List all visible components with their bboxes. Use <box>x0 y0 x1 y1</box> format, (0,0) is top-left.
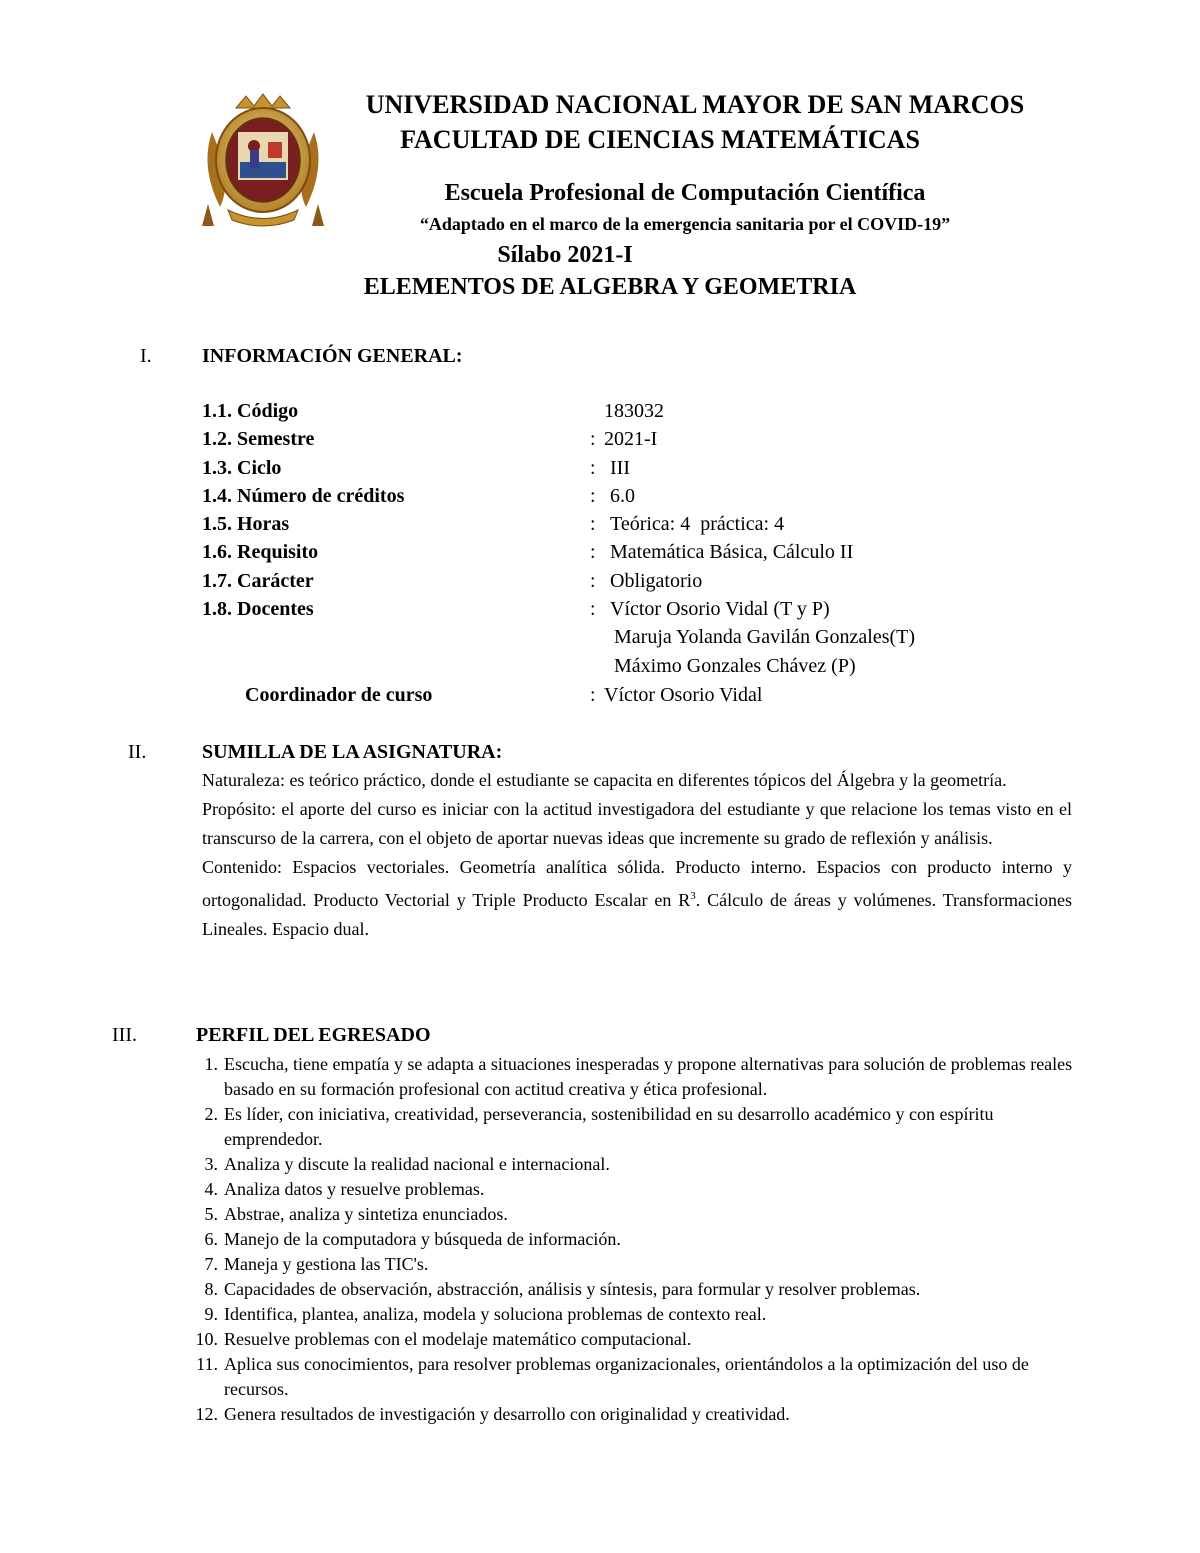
info-label: 1.5. Horas <box>202 513 290 535</box>
summary-content: Contenido: Espacios vectoriales. Geometría analítica sólida. Producto interno. Espacios con producto interno y ortogonalidad. Producto Vectorial y Triple Producto Escalar en $R^3$. Cálculo de áreas y volúmenes. Transformaciones Lineales. Espacio dual. <box>202 857 1073 939</box>
info-colon: : <box>590 598 596 620</box>
list-item: 2. Es líder, con iniciativa, creatividad, perseverancia, sostenibilidad en su desarrollo académico y con espíritu emprendedor. <box>204 1104 994 1149</box>
list-item: 3. Analiza y discute la realidad nacional e internacional. <box>204 1154 610 1174</box>
list-item: 10. Resuelve problemas con el modelaje matemático computacional. <box>195 1329 692 1349</box>
info-colon: : <box>590 513 596 535</box>
list-item: 5. Abstrae, analiza y sintetiza enunciados. <box>204 1204 508 1224</box>
section-2-number: II. <box>128 741 147 763</box>
info-label: 1.3. Ciclo <box>202 457 282 479</box>
info-value-requirement: Matemática Básica, Cálculo II <box>610 541 854 563</box>
coordinator-label: Coordinador de curso <box>245 684 433 706</box>
school-name: Escuela Profesional de Computación Científica <box>444 180 926 206</box>
info-label: 1.6. Requisito <box>202 541 319 563</box>
list-item: 8. Capacidades de observación, abstracción, análisis y síntesis, para formular y resolver problemas. <box>204 1279 921 1299</box>
info-colon: : <box>590 485 596 507</box>
info-value-teacher: Máximo Gonzales Chávez (P) <box>614 655 856 677</box>
list-item: 1. Escucha, tiene empatía y se adapta a situaciones inesperadas y propone alternativas para solución de problemas reales basado en su formación profesional con actitud creativa y ética profesional. <box>204 1054 1073 1099</box>
section-3-title: PERFIL DEL EGRESADO <box>196 1024 431 1046</box>
list-item: 11. Aplica sus conocimientos, para resolver problemas organizacionales, orientándolos a la optimización del uso de recursos. <box>196 1354 1029 1399</box>
info-colon: : <box>590 541 596 563</box>
graduate-profile-list <box>190 1052 1080 1427</box>
info-label: 1.4. Número de créditos <box>202 485 405 507</box>
syllabus-title: Sílabo 2021-I <box>497 242 633 268</box>
section-1-number: I. <box>140 345 152 367</box>
info-value-cycle: III <box>610 457 630 479</box>
list-item: 9. Identifica, plantea, analiza, modela y soluciona problemas de contexto real. <box>204 1304 767 1324</box>
summary-nature: Naturaleza: es teórico práctico, donde el estudiante se capacita en diferentes tópicos del Álgebra y la geometría. <box>202 770 1007 790</box>
list-item: 7. Maneja y gestiona las TIC's. <box>204 1254 429 1274</box>
adapted-note: “Adaptado en el marco de la emergencia sanitaria por el COVID-19” <box>419 214 951 234</box>
info-label: 1.8. Docentes <box>202 598 314 620</box>
university-crest-logo <box>198 92 328 232</box>
info-label: 1.1. Código <box>202 400 299 422</box>
superscript: 3 <box>690 890 696 902</box>
section-2-title: SUMILLA DE LA ASIGNATURA: <box>202 741 503 763</box>
info-value-teacher: Víctor Osorio Vidal (T y P) <box>610 598 830 620</box>
info-value-character: Obligatorio <box>610 570 703 592</box>
university-name: UNIVERSIDAD NACIONAL MAYOR DE SAN MARCOS <box>365 90 1025 119</box>
list-item: 6. Manejo de la computadora y búsqueda de información. <box>204 1229 621 1249</box>
info-label: 1.7. Carácter <box>202 570 314 592</box>
info-colon: : <box>590 457 596 479</box>
info-value-semester: 2021-I <box>604 428 658 450</box>
summary-purpose: Propósito: el aporte del curso es iniciar con la actitud investigadora del estudiante y que relacione los temas visto en el transcurso de la carrera, con el objeto de aportar nuevas ideas que incremente su grado de reflexión y análisis. <box>202 799 1072 848</box>
coordinator-value: Víctor Osorio Vidal <box>604 684 763 706</box>
section-3-number: III. <box>112 1024 137 1046</box>
info-value-code: 183032 <box>604 400 664 422</box>
info-colon: : <box>590 570 596 592</box>
info-colon: : <box>590 684 596 706</box>
list-item: 12. Genera resultados de investigación y desarrollo con originalidad y creatividad. <box>195 1404 790 1424</box>
info-value-teacher: Maruja Yolanda Gavilán Gonzales(T) <box>614 626 916 648</box>
faculty-name: FACULTAD DE CIENCIAS MATEMÁTICAS <box>400 125 920 154</box>
section-1-title: INFORMACIÓN GENERAL: <box>202 345 463 367</box>
info-value-hours: Teórica: 4 práctica: 4 <box>610 513 785 535</box>
info-label: 1.2. Semestre <box>202 428 315 450</box>
course-title: ELEMENTOS DE ALGEBRA Y GEOMETRIA <box>363 274 857 300</box>
course-summary <box>202 766 1072 944</box>
info-colon: : <box>590 428 596 450</box>
list-item: 4. Analiza datos y resuelve problemas. <box>204 1179 485 1199</box>
info-value-credits: 6.0 <box>610 485 635 507</box>
